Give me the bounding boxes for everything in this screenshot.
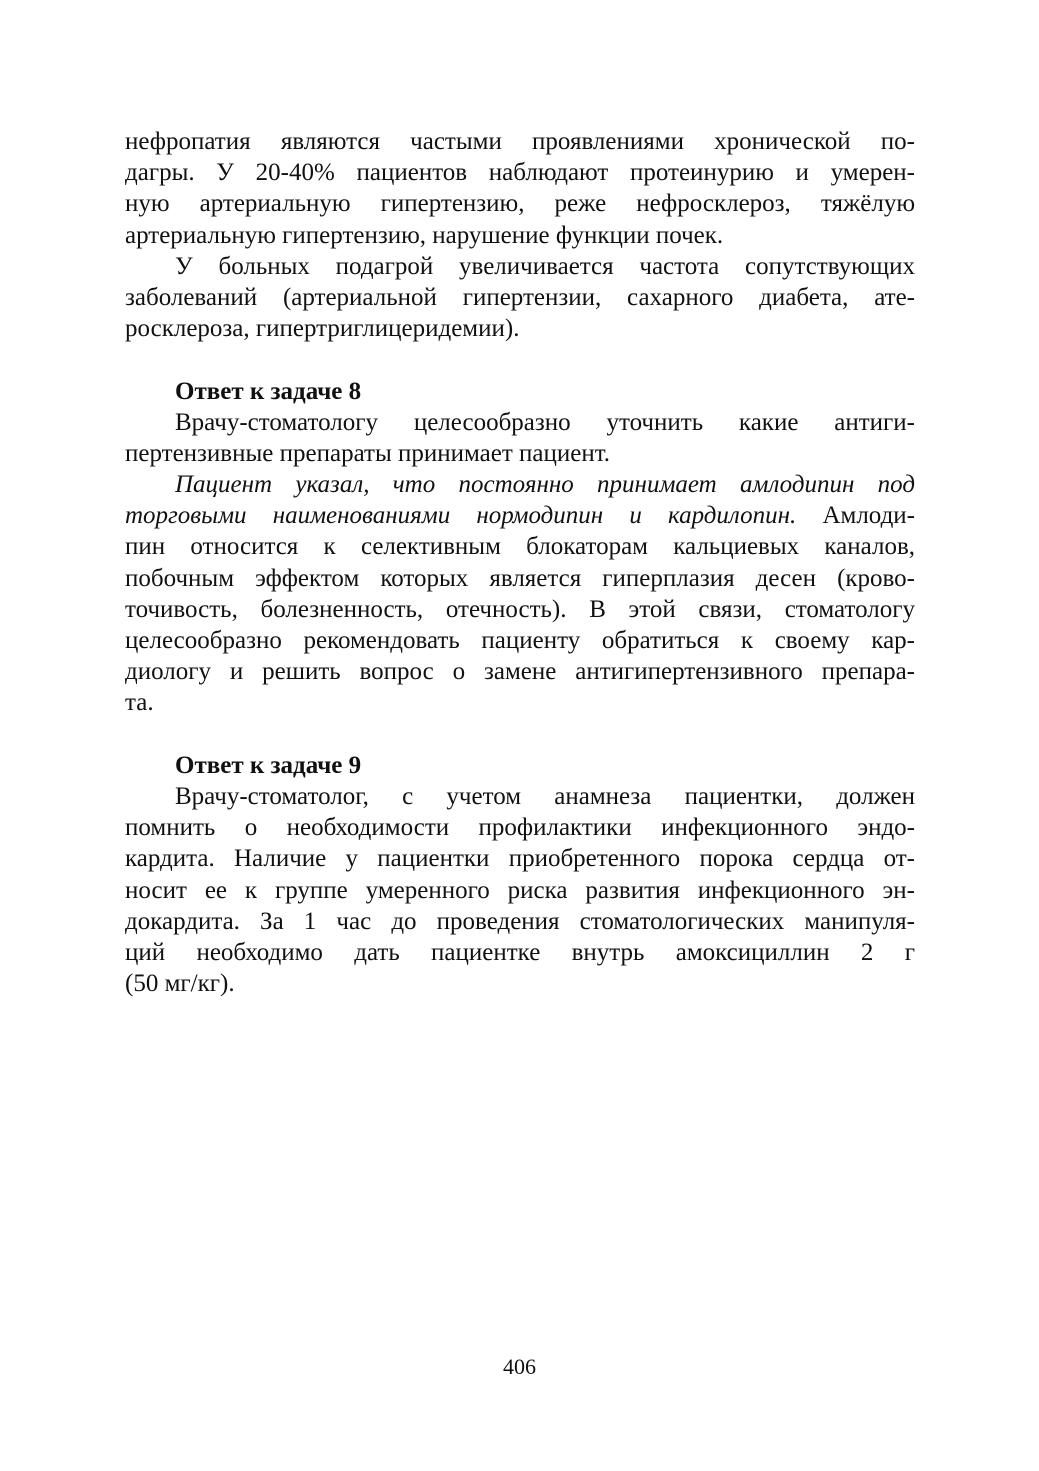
page-body [125,126,915,999]
text-line: (50 мг/кг). [125,970,235,998]
text-line: ций необходимо дать пациентке внутрь амоксициллин 2 г [125,938,915,966]
text-line: пертензивные препараты принимает пациент. [125,439,611,467]
text-line: точивость, болезненность, отечность). В этой связи, стоматологу [125,595,915,623]
text-line: Врачу-стоматологу целесообразно уточнить какие антиги- [175,408,915,436]
text-line: У больных подагрой увеличивается частота сопутствующих [175,252,915,280]
text-line: дагры. У 20-40% пациентов наблюдают протеинурию и умерен- [125,159,915,187]
section-spacer [125,719,915,750]
text-fragment: Амлоди- [822,502,916,530]
section-heading: Ответ к задаче 9 [175,751,362,779]
page-number: 406 [503,1354,536,1379]
section-heading: Ответ к задаче 8 [175,377,362,405]
text-line: пин относится к селективным блокаторам кальциевых каналов, [125,533,915,561]
text-line: кардита. Наличие у пациентки приобретенного порока сердца от- [125,845,915,873]
text-line [125,469,915,500]
paragraph-gout-nephropathy [125,126,915,251]
text-line: помнить о необходимости профилактики инфекционного эндо- [125,814,915,842]
paragraph-comorbidities [125,251,915,345]
text-line: та. [125,689,154,717]
italic-text: торговыми наименованиями нормодипин и кардилопин. [125,502,797,530]
text-line: нефропатия являются частыми проявлениями хронической по- [125,128,915,155]
section-answer-8 [125,376,915,719]
text-line: целесообразно рекомендовать пациенту обратиться к своему кар- [125,627,915,654]
text-line: росклероза, гипертриглицеридемии). [125,315,520,343]
text-line: заболеваний (артериальной гипертензии, сахарного диабета, ате- [125,283,915,311]
section-spacer [125,344,915,375]
text-line: докардита. За 1 час до проведения стоматологических манипуля- [125,907,915,935]
text-line: артериальную гипертензию, нарушение функции почек. [125,221,724,249]
text-line: Врачу-стоматолог, с учетом анамнеза пациентки, должен [175,782,915,810]
section-answer-9 [125,750,915,1000]
text-line: побочным эффектом которых является гиперплазия десен (крово- [125,564,915,592]
text-line [125,500,915,531]
text-line: диологу и решить вопрос о замене антигипертензивного препара- [125,658,915,686]
text-line: носит ее к группе умеренного риска развития инфекционного эн- [125,876,915,904]
text-line: ную артериальную гипертензию, реже нефросклероз, тяжёлую [125,190,915,218]
italic-text: Пациент указал, что постоянно принимает амлодипин под [175,471,915,499]
